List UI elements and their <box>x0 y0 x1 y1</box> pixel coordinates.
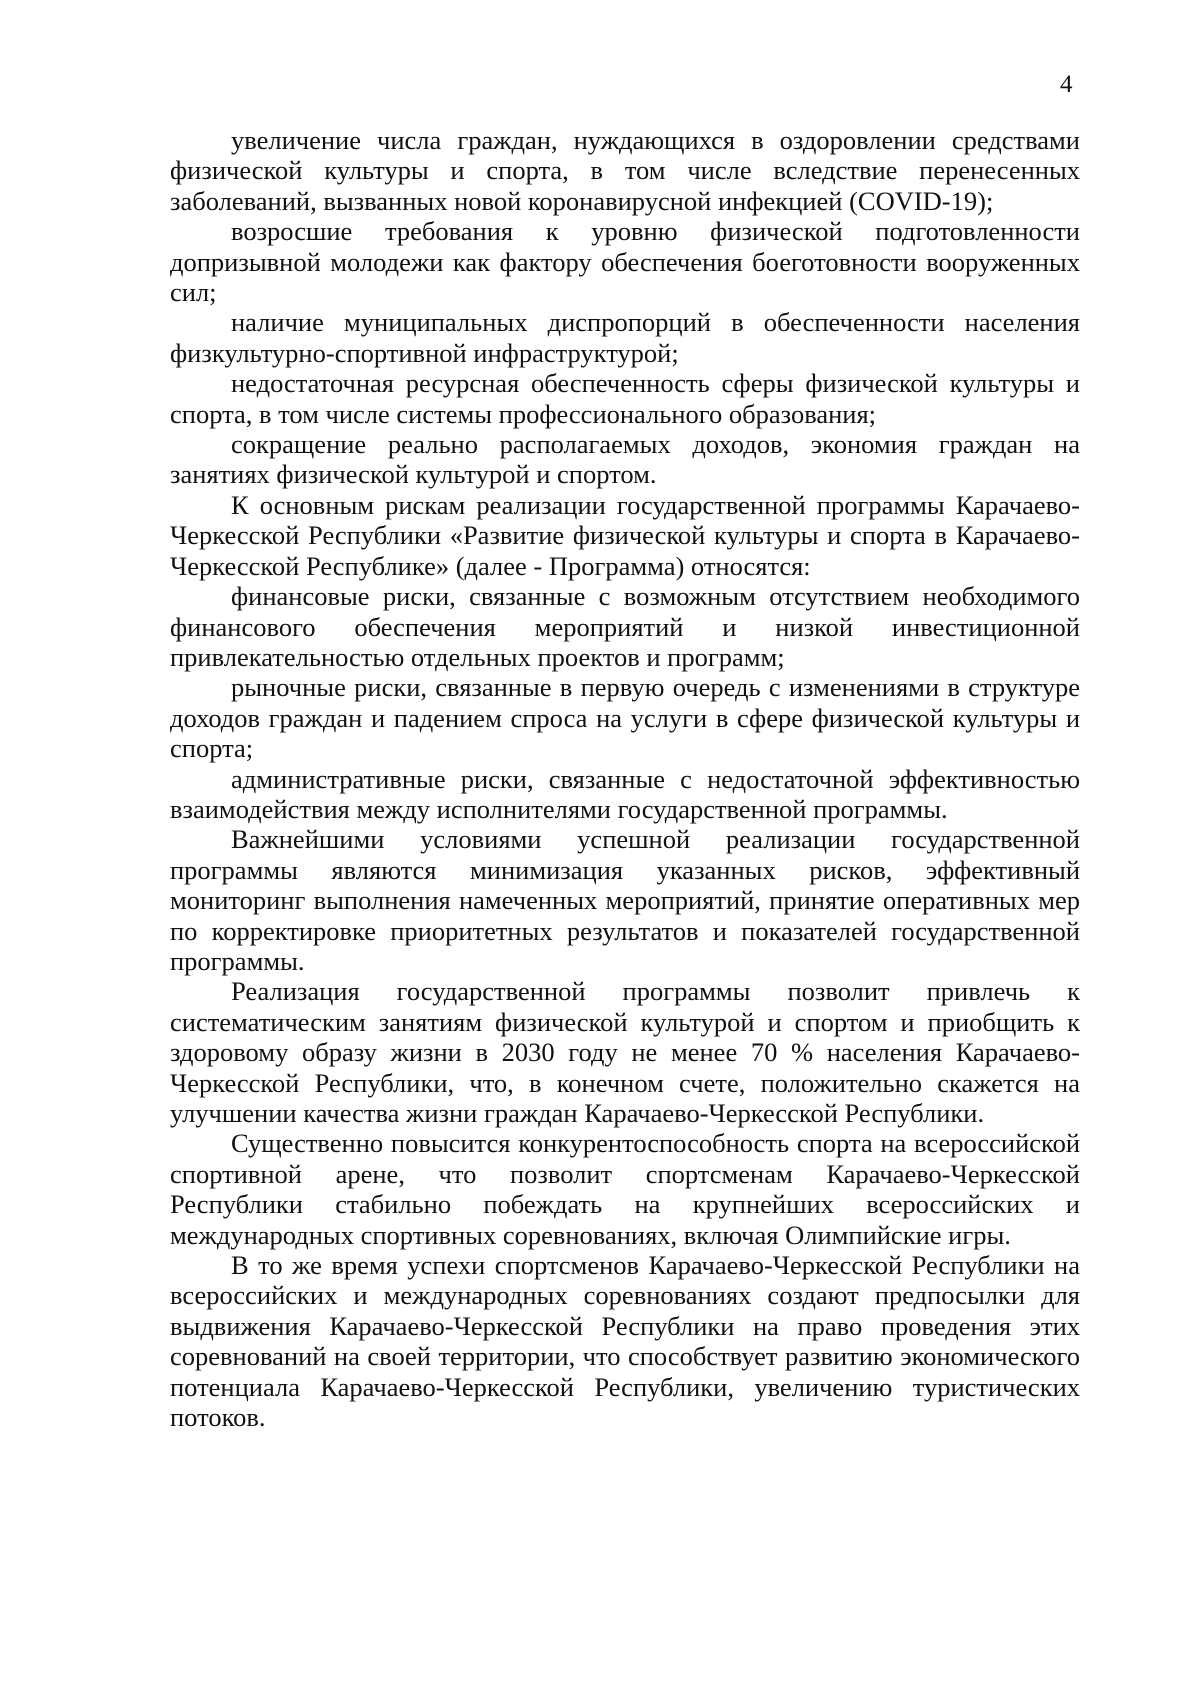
paragraph: сокращение реально располагаемых доходов, экономия граждан на занятиях физической культурой и спортом. <box>170 429 1080 490</box>
paragraph: наличие муниципальных диспропорций в обеспеченности населения физкультурно-спортивной инфраструктурой; <box>170 307 1080 368</box>
paragraph: недостаточная ресурсная обеспеченность сферы физической культуры и спорта, в том числе системы профессионального образования; <box>170 368 1080 429</box>
document-body <box>170 125 1080 1432</box>
paragraph: увеличение числа граждан, нуждающихся в оздоровлении средствами физической культуры и спорта, в том числе вследствие перенесенных заболеваний, вызванных новой коронавирусной инфекцией (COVID-19); <box>170 125 1080 216</box>
paragraph: Существенно повысится конкурентоспособность спорта на всероссийской спортивной арене, что позволит спортсменам Карачаево-Черкесской Республики стабильно побеждать на крупнейших всероссийских и международных спортивных соревнованиях, включая Олимпийские игры. <box>170 1128 1080 1250</box>
paragraph: финансовые риски, связанные с возможным отсутствием необходимого финансового обеспечения мероприятий и низкой инвестиционной привлекательностью отдельных проектов и программ; <box>170 581 1080 672</box>
paragraph: К основным рискам реализации государственной программы Карачаево-Черкесской Республики «Развитие физической культуры и спорта в Карачаево-Черкесской Республике» (далее - Программа) относятся: <box>170 489 1080 581</box>
paragraph: рыночные риски, связанные в первую очередь с изменениями в структуре доходов граждан и падением спроса на услуги в сфере физической культуры и спорта; <box>170 672 1080 764</box>
paragraph: административные риски, связанные с недостаточной эффективностью взаимодействия между исполнителями государственной программы. <box>170 763 1080 824</box>
paragraph: В то же время успехи спортсменов Карачаево-Черкесской Республики на всероссийских и международных соревнованиях создают предпосылки для выдвижения Карачаево-Черкесской Республики на право проведения этих соревнований на своей территории, что способствует развитию экономического потенциала Карачаево-Черкесской Республики, увеличению туристических потоков. <box>170 1250 1080 1433</box>
paragraph: Важнейшими условиями успешной реализации государственной программы являются минимизация указанных рисков, эффективный мониторинг выполнения намеченных мероприятий, принятие оперативных мер по корректировке приоритетных результатов и показателей государственной программы. <box>170 824 1080 976</box>
paragraph: возросшие требования к уровню физической подготовленности допризывной молодежи как фактору обеспечения боеготовности вооруженных сил; <box>170 216 1080 308</box>
page-number: 4 <box>1060 71 1073 98</box>
paragraph: Реализация государственной программы позволит привлечь к систематическим занятиям физической культурой и спортом и приобщить к здоровому образу жизни в 2030 году не менее 70 % населения Карачаево-Черкесской Республики, что, в конечном счете, положительно скажется на улучшении качества жизни граждан Карачаево-Черкесской Республики. <box>170 976 1080 1128</box>
